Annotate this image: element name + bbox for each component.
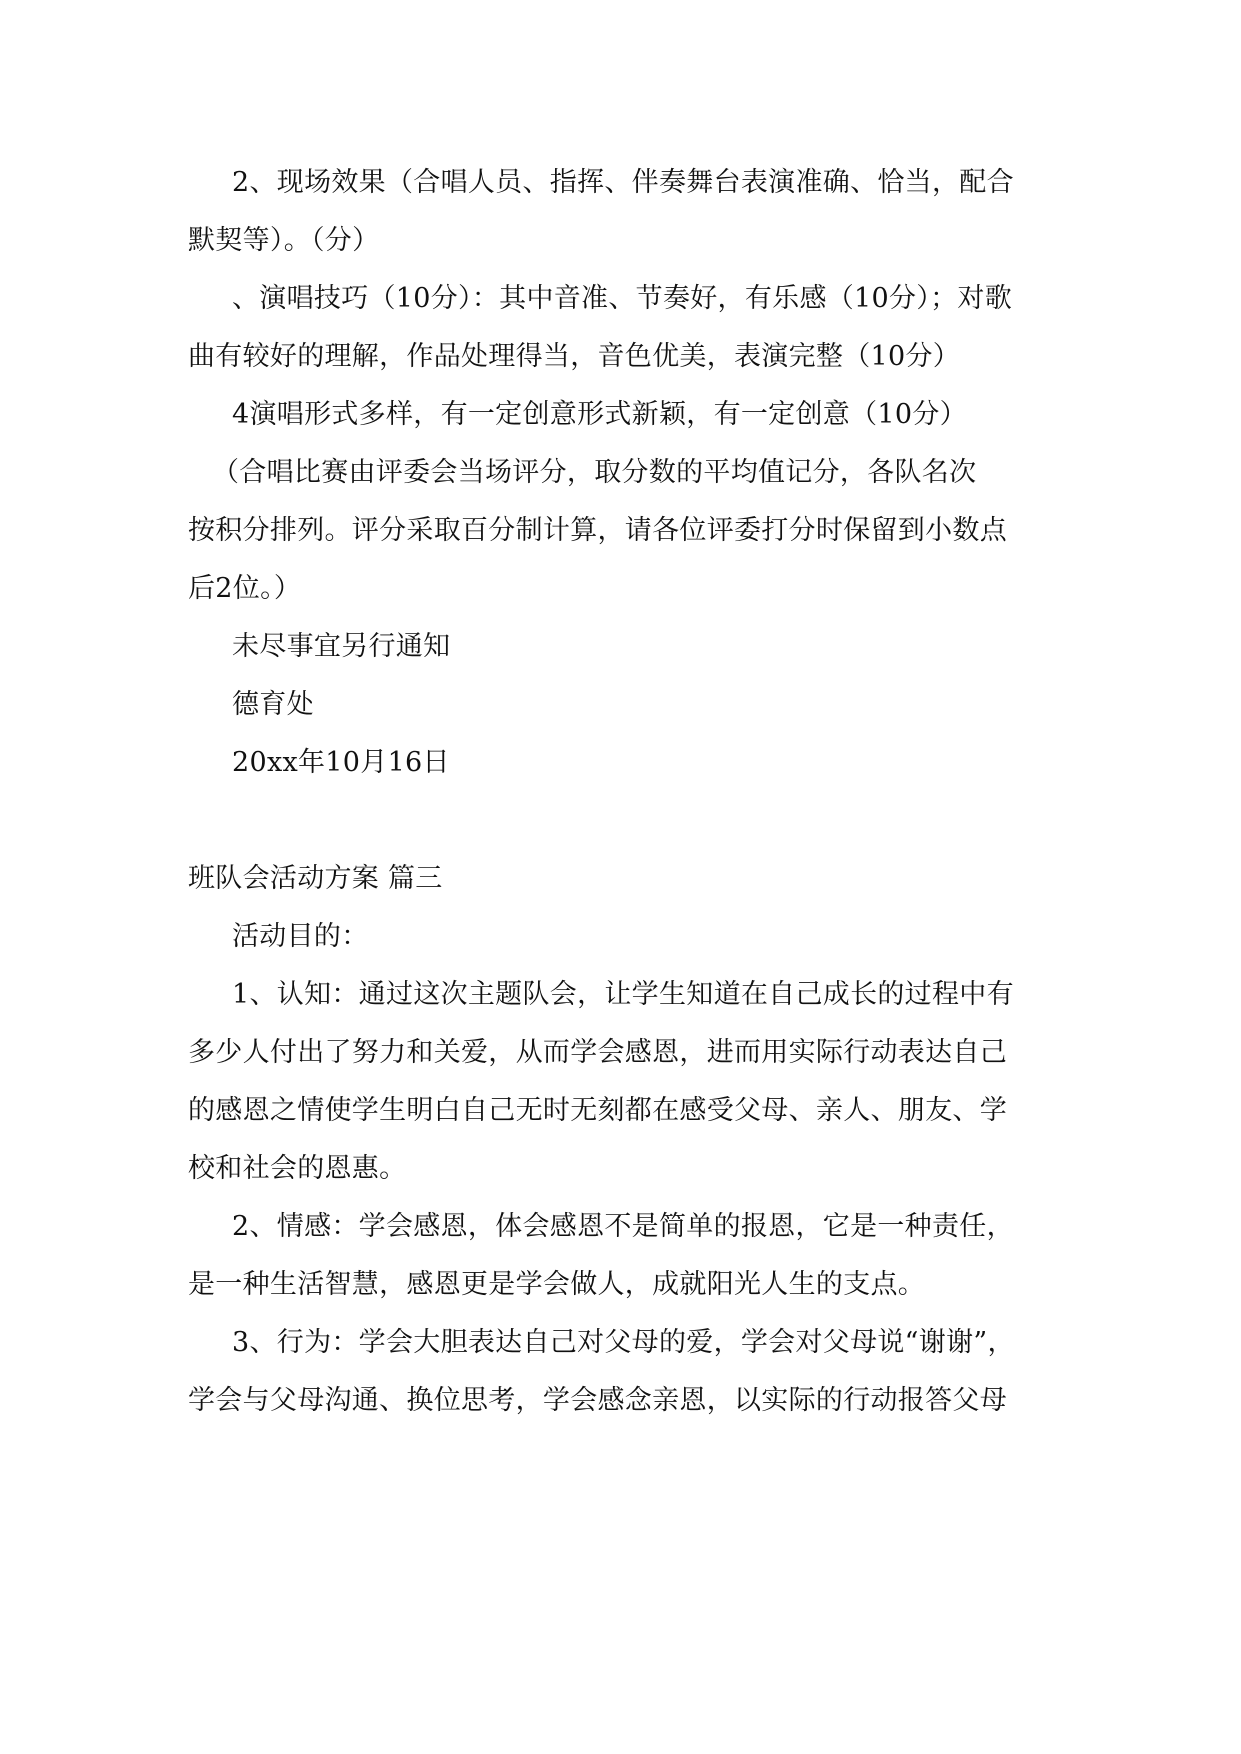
paragraph-line: 校和社会的恩惠。	[188, 1153, 407, 1184]
section-heading: 班队会活动方案 篇三	[188, 863, 443, 894]
signature-department: 德育处	[232, 689, 314, 720]
signature-date: 20xx年10月16日	[232, 747, 450, 778]
paragraph-line: 4演唱形式多样，有一定创意形式新颖，有一定创意（10分）	[232, 399, 967, 430]
paragraph-line: 默契等）。（分）	[188, 225, 380, 256]
paragraph-line: 活动目的：	[232, 921, 369, 952]
paragraph-line: 曲有较好的理解，作品处理得当，音色优美，表演完整（10分）	[188, 341, 961, 372]
paragraph-line: 3、行为：学会大胆表达自己对父母的爱，学会对父母说“谢谢”，	[232, 1327, 1015, 1358]
paragraph-line: 、演唱技巧（10分）：其中音准、节奏好，有乐感（10分）；对歌	[232, 283, 1013, 314]
paragraph-line: 学会与父母沟通、换位思考，学会感念亲恩，以实际的行动报答父母	[188, 1385, 1007, 1416]
paragraph-line: 按积分排列。评分采取百分制计算，请各位评委打分时保留到小数点	[188, 515, 1007, 546]
paragraph-line: （合唱比赛由评委会当场评分，取分数的平均值记分，各队名次	[212, 457, 977, 488]
paragraph-line: 多少人付出了努力和关爱，从而学会感恩，进而用实际行动表达自己	[188, 1037, 1007, 1068]
paragraph-line: 1、认知：通过这次主题队会，让学生知道在自己成长的过程中有	[232, 979, 1014, 1010]
paragraph-line: 2、现场效果（合唱人员、指挥、伴奏舞台表演准确、恰当，配合	[232, 167, 1014, 198]
paragraph-line: 未尽事宜另行通知	[232, 631, 451, 662]
paragraph-line: 2、情感：学会感恩，体会感恩不是简单的报恩，它是一种责任，	[232, 1211, 1014, 1242]
paragraph-line: 的感恩之情使学生明白自己无时无刻都在感受父母、亲人、朋友、学	[188, 1095, 1007, 1126]
paragraph-line: 后2位。）	[188, 573, 302, 604]
paragraph-line: 是一种生活智慧，感恩更是学会做人，成就阳光人生的支点。	[188, 1269, 926, 1300]
